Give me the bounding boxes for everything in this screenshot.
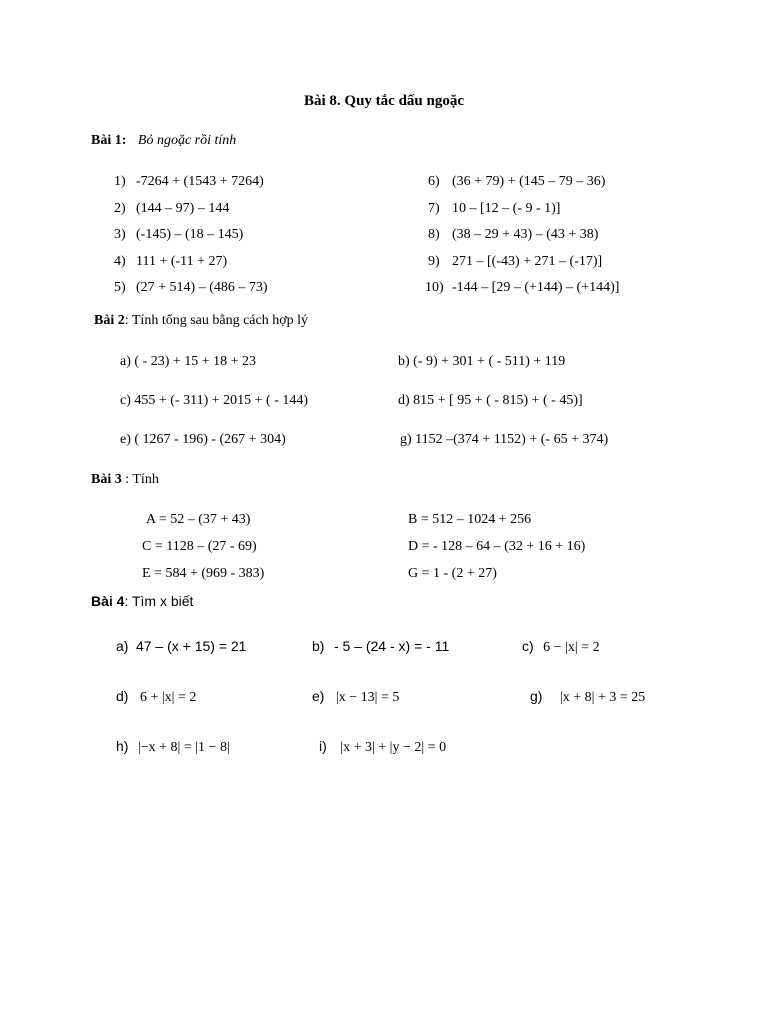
bai2-heading (94, 313, 308, 329)
bai3-heading (91, 472, 159, 488)
list-item: 8) (38 – 29 + 43) – (43 + 38) (428, 227, 599, 242)
list-item: C = 1128 – (27 - 69) (142, 539, 257, 554)
list-item: 7) 10 – [12 – (- 9 - 1)] (428, 201, 561, 216)
list-item: d) 815 + [ 95 + ( - 815) + ( - 45)] (398, 393, 583, 408)
list-item: E = 584 + (969 - 383) (142, 566, 265, 581)
list-item: 3) (-145) – (18 – 145) (114, 227, 244, 242)
list-item: B = 512 – 1024 + 256 (408, 512, 532, 527)
list-item: 1) -7264 + (1543 + 7264) (114, 174, 264, 189)
list-item: 6) (36 + 79) + (145 – 79 – 36) (428, 174, 606, 189)
list-item: h) |−x + 8| = |1 − 8| (116, 738, 230, 755)
list-item: e) ( 1267 - 196) - (267 + 304) (120, 432, 286, 447)
list-item: 9) 271 – [(-43) + 271 – (-17)] (428, 254, 603, 269)
bai2-instruction: : Tính tổng sau bằng cách hợp lý (124, 313, 309, 328)
bai1-instruction: Bỏ ngoặc rồi tính (137, 133, 237, 148)
list-item: 4) 111 + (-11 + 27) (114, 254, 228, 269)
list-item: 2) (144 – 97) – 144 (114, 201, 230, 216)
list-item: A = 52 – (37 + 43) (146, 512, 251, 527)
bai3-label: Bài 3 (91, 472, 122, 487)
list-item: 10) -144 – [29 – (+144) – (+144)] (425, 280, 620, 295)
list-item: 5) (27 + 514) – (486 – 73) (114, 280, 268, 295)
bai2-label: Bài 2 (94, 313, 125, 328)
list-item: a) 47 – (x + 15) = 21 (116, 638, 247, 654)
list-item: c) 455 + (- 311) + 2015 + ( - 144) (120, 393, 309, 408)
list-item: a) ( - 23) + 15 + 18 + 23 (120, 354, 257, 369)
list-item: D = - 128 – 64 – (32 + 16 + 16) (408, 539, 586, 554)
page-title: Bài 8. Quy tắc dấu ngoặc (303, 93, 465, 109)
list-item: c) 6 − |x| = 2 (522, 638, 600, 655)
list-item: e) |x − 13| = 5 (312, 688, 400, 705)
bai4-label: Bài 4 (91, 593, 125, 609)
list-item: g) 1152 –(374 + 1152) + (- 65 + 374) (400, 432, 609, 447)
list-item: b) (- 9) + 301 + ( - 511) + 119 (398, 354, 566, 369)
list-item: G = 1 - (2 + 27) (408, 566, 497, 581)
list-item: d) 6 + |x| = 2 (116, 688, 197, 705)
list-item: g) |x + 8| + 3 = 25 (530, 688, 646, 705)
bai4-instruction: : Tìm x biết (124, 593, 194, 609)
list-item: i) |x + 3| + |y − 2| = 0 (319, 738, 447, 755)
bai4-heading (91, 593, 193, 609)
bai1-label: Bài 1: (91, 133, 127, 148)
bai1-heading (91, 133, 236, 149)
list-item: b) - 5 – (24 - x) = - 11 (312, 638, 450, 654)
bai3-instruction: : Tính (121, 472, 159, 487)
